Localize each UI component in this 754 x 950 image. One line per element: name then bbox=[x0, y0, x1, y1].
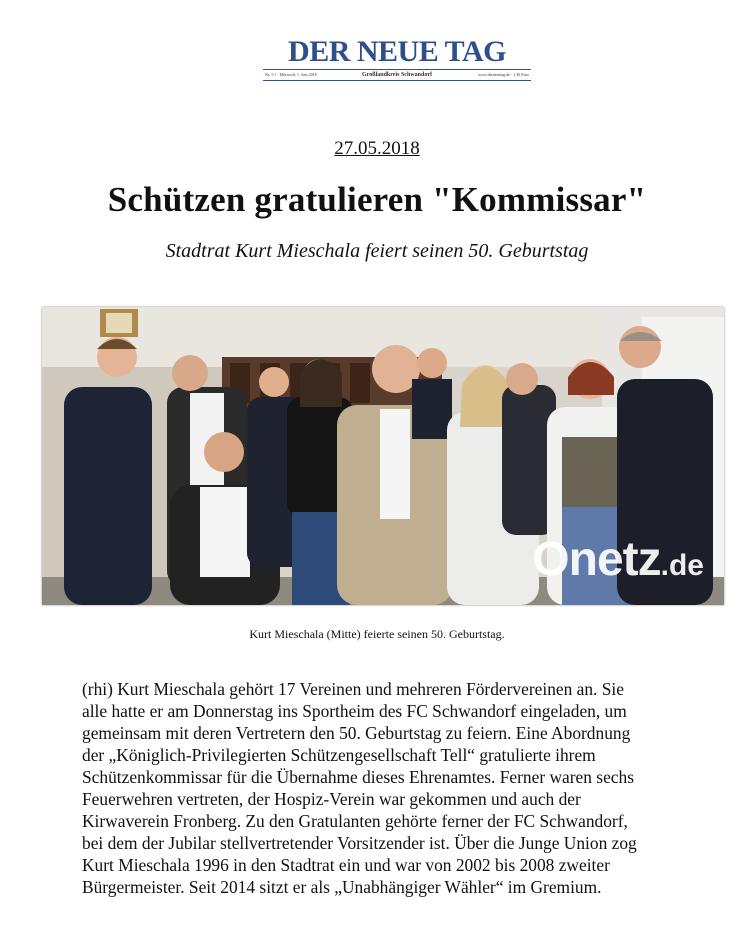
body-line: Kurt Mieschala 1996 in den Stadtrat ein und war von 2002 bis 2008 zweiter bbox=[82, 855, 610, 875]
body-line: Bürgermeister. Seit 2014 sitzt er als „Unabhängiger Wähler“ im Gremium. bbox=[82, 877, 602, 897]
article-subheadline: Stadtrat Kurt Mieschala feiert seinen 50. Geburtstag bbox=[165, 240, 589, 262]
masthead-info-bar bbox=[263, 69, 531, 81]
body-line: (rhi) Kurt Mieschala gehört 17 Vereinen und mehreren Fördervereinen an. Sie bbox=[82, 679, 624, 699]
watermark-main: Onetz bbox=[532, 533, 661, 586]
article-body bbox=[82, 678, 692, 898]
body-line: Kirwaverein Fronberg. Zu den Gratulanten gehörte ferner der FC Schwandorf, bbox=[82, 811, 628, 831]
body-line: alle hatte er am Donnerstag ins Sportheim des FC Schwandorf eingeladen, um bbox=[82, 701, 627, 721]
newspaper-logo: DER NEUE TAG bbox=[288, 35, 506, 68]
masthead-subtitle: Großlandkreis Schwandorf bbox=[362, 72, 432, 78]
article-headline: Schützen gratulieren "Kommissar" bbox=[107, 180, 647, 219]
photo-caption: Kurt Mieschala (Mitte) feierte seinen 50. Geburtstag. bbox=[249, 627, 505, 641]
watermark-suffix: .de bbox=[660, 549, 704, 582]
masthead-right-info: www.derneuetag.de · 1,30 Euro bbox=[478, 72, 529, 77]
masthead-left-info: Nr. 1/1 · Mittwoch, 1. Juni 2018 bbox=[265, 72, 317, 77]
article-date: 27.05.2018 bbox=[334, 138, 420, 159]
body-line: Feuerwehren vertreten, der Hospiz-Verein war gekommen und auch der bbox=[82, 789, 581, 809]
body-line: Schützenkommissar für die Übernahme dieses Ehrenamtes. Ferner waren sechs bbox=[82, 767, 634, 787]
onetz-watermark bbox=[532, 532, 704, 587]
body-line: gemeinsam mit deren Vertretern den 50. Geburtstag zu feiern. Eine Abordnung bbox=[82, 723, 631, 743]
body-line: der „Königlich-Privilegierten Schützengesellschaft Tell“ gratulierte ihrem bbox=[82, 745, 596, 765]
body-line: bei dem der Jubilar stellvertretender Vorsitzender ist. Über die Junge Union zog bbox=[82, 833, 637, 853]
newspaper-masthead bbox=[263, 36, 531, 84]
group-photo bbox=[42, 307, 724, 605]
